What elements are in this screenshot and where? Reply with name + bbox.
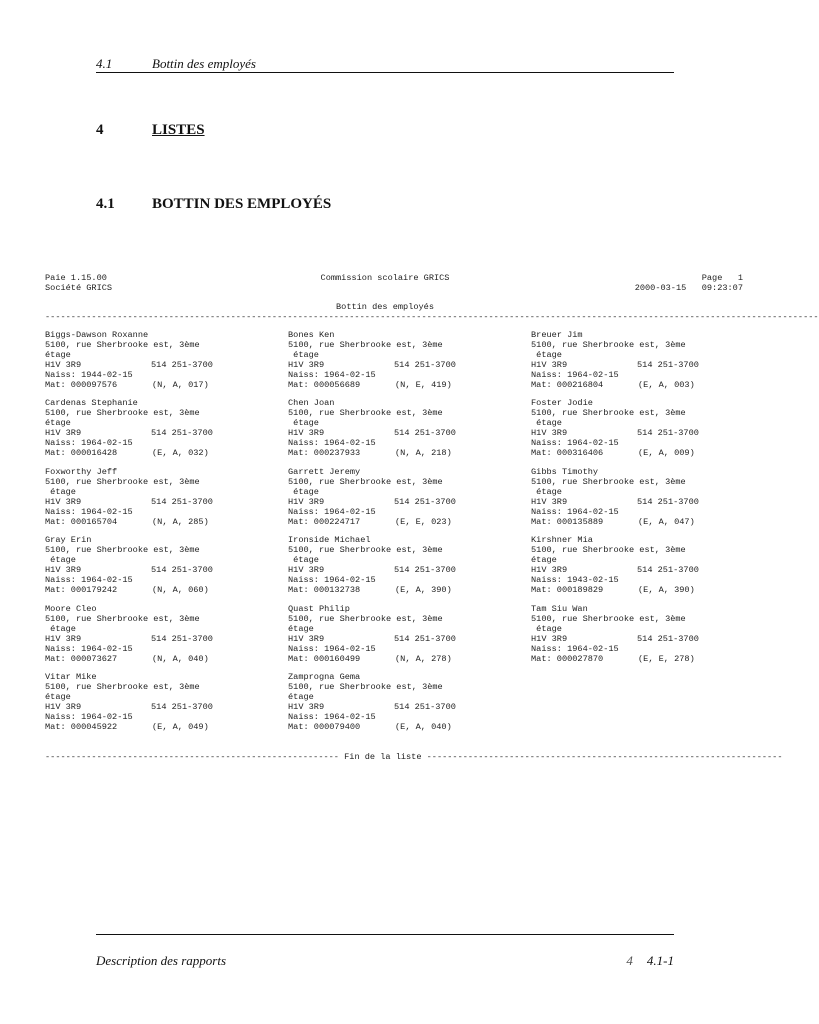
employee-mat: Mat: 000135889 <box>531 516 604 527</box>
employee-postal: H1V 3R9 <box>45 360 82 370</box>
employee-codes: (E, A, 047) <box>638 516 695 527</box>
heading1-title: LISTES <box>152 122 205 138</box>
employee-street: 5100, rue Sherbrooke est, 3ème <box>45 682 200 692</box>
employee-mat-line <box>288 654 528 664</box>
footer-rule <box>96 934 674 935</box>
employee-codes: (E, E, 278) <box>638 653 695 664</box>
employee-postal: H1V 3R9 <box>45 428 82 439</box>
employee-card <box>45 398 285 458</box>
employee-birth: Naiss: 1964-02-15 <box>288 712 376 722</box>
footer-page-number: 4.1-1 <box>646 953 674 968</box>
employee-postal-phone-line <box>45 428 285 438</box>
employee-postal: H1V 3R9 <box>288 496 325 507</box>
employee-mat: Mat: 000016428 <box>45 448 118 459</box>
employee-mat-line <box>45 380 285 390</box>
employee-postal-phone-line <box>288 565 528 575</box>
employee-mat: Mat: 000045922 <box>45 722 118 732</box>
employee-phone: 514 251-3700 <box>637 633 699 644</box>
employee-mat-line <box>531 448 771 458</box>
employee-street: 5100, rue Sherbrooke est, 3ème <box>531 545 686 556</box>
employee-phone: 514 251-3700 <box>151 565 213 576</box>
employee-codes: (N, A, 060) <box>152 585 209 596</box>
employee-phone: 514 251-3700 <box>151 428 213 439</box>
employee-card <box>45 672 285 732</box>
employee-floor: étage <box>45 555 76 566</box>
employee-postal-phone-line <box>531 428 771 438</box>
employee-postal-phone-line <box>531 565 771 575</box>
employee-mat-line <box>288 722 528 732</box>
employee-birth: Naiss: 1944-02-15 <box>45 370 133 380</box>
employee-birth: Naiss: 1964-02-15 <box>45 643 133 654</box>
employee-postal-phone-line <box>45 360 285 370</box>
employee-postal: H1V 3R9 <box>531 496 568 507</box>
employee-name: Vitar Mike <box>45 672 97 682</box>
employee-postal-phone-line <box>288 428 528 438</box>
employee-street: 5100, rue Sherbrooke est, 3ème <box>288 545 443 556</box>
employee-mat-line <box>45 585 285 595</box>
employee-postal-phone-line <box>45 702 285 712</box>
employee-floor: étage <box>288 486 319 497</box>
employee-birth: Naiss: 1964-02-15 <box>531 643 619 654</box>
employee-phone: 514 251-3700 <box>394 565 456 576</box>
employee-floor: étage <box>288 350 319 360</box>
end-of-list-line <box>45 752 783 762</box>
report-header-right <box>560 273 743 293</box>
employee-mat: Mat: 000216804 <box>531 380 604 390</box>
employee-name: Gibbs Timothy <box>531 466 599 477</box>
employee-card <box>531 330 771 390</box>
employee-codes: (N, A, 285) <box>152 516 209 527</box>
employee-street: 5100, rue Sherbrooke est, 3ème <box>531 408 686 419</box>
employee-name: Gray Erin <box>45 535 92 546</box>
employee-codes: (N, E, 419) <box>395 380 452 390</box>
employee-card <box>45 330 285 390</box>
heading2-title: BOTTIN DES EMPLOYÉS <box>152 196 332 212</box>
end-dashes-right: --------------------------------------------------------------------- <box>421 752 783 762</box>
employee-phone: 514 251-3700 <box>394 633 456 644</box>
employee-mat: Mat: 000316406 <box>531 448 604 459</box>
employee-card <box>288 672 528 732</box>
employee-card <box>531 467 771 527</box>
employee-codes: (E, A, 049) <box>152 722 209 732</box>
employee-phone: 514 251-3700 <box>637 565 699 576</box>
report-datetime: 2000-03-15 09:23:07 <box>634 283 743 293</box>
employee-codes: (E, A, 390) <box>638 585 695 596</box>
employee-postal-phone-line <box>45 634 285 644</box>
employee-name: Tam Siu Wan <box>531 603 588 614</box>
employee-postal: H1V 3R9 <box>45 496 82 507</box>
employee-name: Foster Jodie <box>531 398 593 409</box>
employee-postal: H1V 3R9 <box>288 633 325 644</box>
employee-codes: (N, A, 218) <box>395 448 452 459</box>
employee-postal-phone-line <box>288 634 528 644</box>
employee-floor: étage <box>45 350 71 360</box>
employee-birth: Naiss: 1964-02-15 <box>288 575 376 586</box>
employee-card <box>45 467 285 527</box>
employee-mat: Mat: 000224717 <box>288 516 361 527</box>
employee-mat-line <box>45 654 285 664</box>
employee-floor: étage <box>45 692 71 702</box>
employee-postal-phone-line <box>288 702 528 712</box>
employee-postal-phone-line <box>45 497 285 507</box>
employee-card <box>531 398 771 458</box>
header-section-title: Bottin des employés <box>152 56 256 71</box>
employee-phone: 514 251-3700 <box>394 702 456 712</box>
employee-postal: H1V 3R9 <box>288 428 325 439</box>
employee-card <box>288 398 528 458</box>
employee-phone: 514 251-3700 <box>394 428 456 439</box>
employee-floor: étage <box>531 418 562 429</box>
employee-street: 5100, rue Sherbrooke est, 3ème <box>288 408 443 419</box>
employee-street: 5100, rue Sherbrooke est, 3ème <box>288 682 443 692</box>
end-dashes-left: --------------------------------------------------------- <box>45 752 345 762</box>
employee-card <box>45 535 285 595</box>
employee-floor: étage <box>531 623 562 634</box>
employee-codes: (E, A, 009) <box>638 448 695 459</box>
employee-postal-phone-line <box>531 497 771 507</box>
employee-postal: H1V 3R9 <box>288 565 325 576</box>
employee-mat: Mat: 000179242 <box>45 585 118 596</box>
employee-postal-phone-line <box>288 360 528 370</box>
employee-phone: 514 251-3700 <box>637 496 699 507</box>
employee-floor: étage <box>531 486 562 497</box>
employee-codes: (N, A, 040) <box>152 653 209 664</box>
employee-floor: étage <box>45 486 76 497</box>
employee-postal: H1V 3R9 <box>531 428 568 439</box>
employee-postal-phone-line <box>288 497 528 507</box>
employee-postal: H1V 3R9 <box>531 633 568 644</box>
employee-street: 5100, rue Sherbrooke est, 3ème <box>45 476 200 487</box>
employee-street: 5100, rue Sherbrooke est, 3ème <box>288 340 443 350</box>
employee-postal: H1V 3R9 <box>531 565 568 576</box>
employee-phone: 514 251-3700 <box>151 496 213 507</box>
employee-floor: étage <box>288 555 319 566</box>
employee-phone: 514 251-3700 <box>151 633 213 644</box>
footer-section: 4 <box>626 953 633 968</box>
employee-phone: 514 251-3700 <box>151 702 213 712</box>
employee-birth: Naiss: 1964-02-15 <box>531 370 619 380</box>
employee-name: Foxworthy Jeff <box>45 466 118 477</box>
employee-postal: H1V 3R9 <box>531 360 568 370</box>
employee-name: Kirshner Mia <box>531 535 593 546</box>
employee-birth: Naiss: 1964-02-15 <box>531 506 619 517</box>
employee-floor: étage <box>45 623 76 634</box>
employee-birth: Naiss: 1964-02-15 <box>45 438 133 449</box>
employee-card <box>288 535 528 595</box>
employee-name: Ironside Michael <box>288 535 371 546</box>
employee-birth: Naiss: 1964-02-15 <box>45 575 133 586</box>
employee-street: 5100, rue Sherbrooke est, 3ème <box>288 613 443 624</box>
employee-phone: 514 251-3700 <box>637 360 699 370</box>
employee-card <box>288 467 528 527</box>
employee-phone: 514 251-3700 <box>394 496 456 507</box>
employee-mat-line <box>288 380 528 390</box>
employee-codes: (E, A, 040) <box>395 722 452 732</box>
report-title: Bottin des employés <box>336 302 434 312</box>
employee-mat: Mat: 000237933 <box>288 448 361 459</box>
employee-phone: 514 251-3700 <box>637 428 699 439</box>
employee-street: 5100, rue Sherbrooke est, 3ème <box>45 613 200 624</box>
employee-codes: (E, A, 032) <box>152 448 209 459</box>
employee-phone: 514 251-3700 <box>394 360 456 370</box>
employee-street: 5100, rue Sherbrooke est, 3ème <box>531 476 686 487</box>
company-name: Société GRICS <box>45 283 113 293</box>
employee-street: 5100, rue Sherbrooke est, 3ème <box>45 545 200 556</box>
employee-codes: (E, E, 023) <box>395 516 452 527</box>
header-section-number: 4.1 <box>96 56 113 71</box>
employee-mat-line <box>531 517 771 527</box>
employee-mat: Mat: 000073627 <box>45 653 118 664</box>
employee-mat-line <box>288 448 528 458</box>
footer-doc-title: Description des rapports <box>96 953 226 968</box>
employee-floor: étage <box>288 692 314 702</box>
employee-street: 5100, rue Sherbrooke est, 3ème <box>288 476 443 487</box>
employee-birth: Naiss: 1964-02-15 <box>288 370 376 380</box>
employee-mat-line <box>531 585 771 595</box>
employee-birth: Naiss: 1964-02-15 <box>531 438 619 449</box>
employee-mat: Mat: 000165704 <box>45 516 118 527</box>
employee-floor: étage <box>531 555 557 566</box>
employee-card <box>288 330 528 390</box>
employee-mat: Mat: 000132738 <box>288 585 361 596</box>
employee-birth: Naiss: 1964-02-15 <box>288 643 376 654</box>
employee-birth: Naiss: 1964-02-15 <box>45 506 133 517</box>
employee-mat: Mat: 000189829 <box>531 585 604 596</box>
employee-codes: (N, A, 278) <box>395 653 452 664</box>
employee-card <box>288 604 528 664</box>
employee-street: 5100, rue Sherbrooke est, 3ème <box>531 340 686 350</box>
employee-floor: étage <box>45 418 71 429</box>
employee-mat: Mat: 000079400 <box>288 722 361 732</box>
employee-codes: (E, A, 003) <box>638 380 695 390</box>
employee-name: Biggs-Dawson Roxanne <box>45 330 149 340</box>
heading1-number: 4 <box>96 122 104 138</box>
employee-mat-line <box>45 448 285 458</box>
employee-name: Zamprogna Gema <box>288 672 361 682</box>
employee-street: 5100, rue Sherbrooke est, 3ème <box>45 340 200 350</box>
employee-codes: (N, A, 017) <box>152 380 209 390</box>
employee-name: Cardenas Stephanie <box>45 398 138 409</box>
heading2-number: 4.1 <box>96 196 115 212</box>
employee-postal-phone-line <box>531 360 771 370</box>
employee-floor: étage <box>531 350 562 360</box>
employee-birth: Naiss: 1964-02-15 <box>45 712 133 722</box>
employee-card <box>531 604 771 664</box>
employee-floor: étage <box>288 623 314 634</box>
page-label: Page 1 <box>701 273 743 283</box>
employee-mat-line <box>45 722 285 732</box>
employee-name: Garrett Jeremy <box>288 466 361 477</box>
employee-postal: H1V 3R9 <box>45 633 82 644</box>
employee-phone: 514 251-3700 <box>151 360 213 370</box>
employee-postal-phone-line <box>531 634 771 644</box>
employee-postal: H1V 3R9 <box>45 702 82 712</box>
employee-street: 5100, rue Sherbrooke est, 3ème <box>531 613 686 624</box>
employee-birth: Naiss: 1964-02-15 <box>288 438 376 449</box>
employee-mat-line <box>288 585 528 595</box>
employee-card <box>45 604 285 664</box>
page-header <box>96 56 674 73</box>
employee-birth: Naiss: 1964-02-15 <box>288 506 376 517</box>
app-version: Paie 1.15.00 <box>45 273 107 283</box>
employee-mat-line <box>531 380 771 390</box>
organization-name: Commission scolaire GRICS <box>320 273 450 283</box>
employee-mat: Mat: 000056689 <box>288 380 361 390</box>
employee-codes: (E, A, 390) <box>395 585 452 596</box>
employee-name: Bones Ken <box>288 330 335 340</box>
employee-name: Chen Joan <box>288 398 335 409</box>
employee-floor: étage <box>288 418 319 429</box>
footer-page <box>560 953 674 969</box>
employee-name: Quast Philip <box>288 603 350 614</box>
employee-name: Moore Cleo <box>45 603 97 614</box>
employee-mat: Mat: 000097576 <box>45 380 118 390</box>
employee-mat: Mat: 000027870 <box>531 653 604 664</box>
employee-postal: H1V 3R9 <box>288 702 325 712</box>
end-of-list-label: Fin de la liste <box>344 752 422 762</box>
employee-mat-line <box>45 517 285 527</box>
employee-birth: Naiss: 1943-02-15 <box>531 575 619 586</box>
employee-street: 5100, rue Sherbrooke est, 3ème <box>45 408 200 419</box>
employee-postal: H1V 3R9 <box>45 565 82 576</box>
employee-mat-line <box>288 517 528 527</box>
employee-mat-line <box>531 654 771 664</box>
separator-top: ------------------------------------------------------------------------------------------------------------------------------------------------------ <box>45 312 819 322</box>
employee-postal: H1V 3R9 <box>288 360 325 370</box>
employee-mat: Mat: 000160499 <box>288 653 361 664</box>
employee-card <box>531 535 771 595</box>
employee-postal-phone-line <box>45 565 285 575</box>
employee-name: Breuer Jim <box>531 330 583 340</box>
